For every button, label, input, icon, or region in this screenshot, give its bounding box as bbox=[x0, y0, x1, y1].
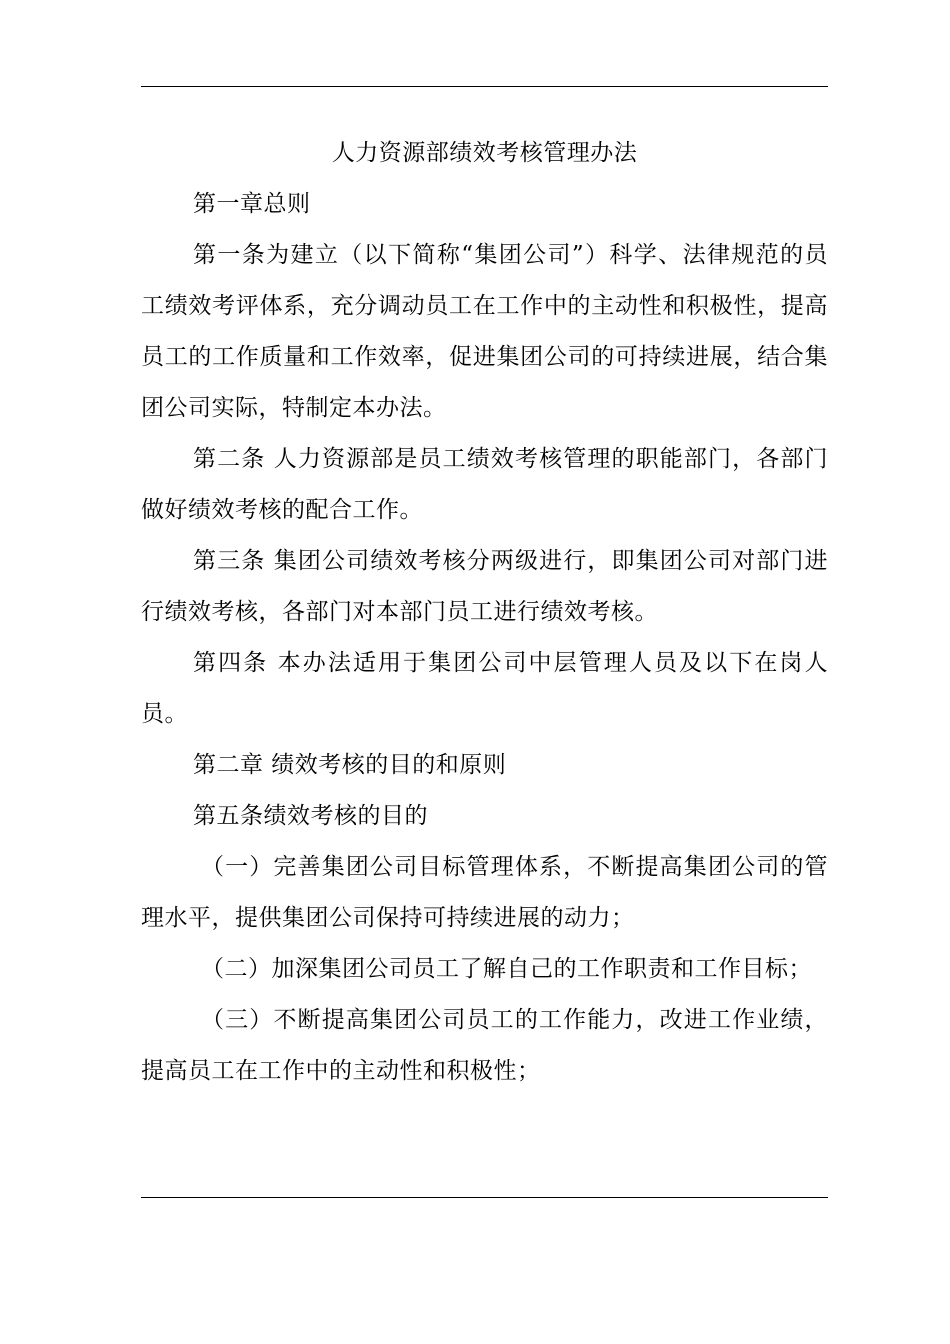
chapter-heading: 第一章总则 bbox=[193, 191, 311, 217]
article-paragraph: 第四条 本办法适用于集团公司中层管理人员及以下在岗人员。 bbox=[141, 650, 828, 727]
list-item: （三）不断提高集团公司员工的工作能力，改进工作业绩，提高员工在工作中的主动性和积极性； bbox=[141, 1007, 828, 1084]
chapter-heading: 第二章 绩效考核的目的和原则 bbox=[193, 752, 507, 778]
document-title: 人力资源部绩效考核管理办法 bbox=[331, 140, 638, 166]
article-paragraph: 第一条为建立（以下简称“集团公司”）科学、法律规范的员工绩效考评体系，充分调动员工在工作中的主动性和积极性，提高员工的工作质量和工作效率，促进集团公司的可持续进展，结合集团公司实际，特制定本办法。 bbox=[141, 242, 828, 421]
article-paragraph: 第五条绩效考核的目的 bbox=[193, 803, 428, 829]
article-paragraph: 第二条 人力资源部是员工绩效考核管理的职能部门，各部门做好绩效考核的配合工作。 bbox=[141, 446, 828, 523]
list-item: （一）完善集团公司目标管理体系，不断提高集团公司的管理水平，提供集团公司保持可持续进展的动力； bbox=[141, 854, 828, 931]
article-paragraph: 第三条 集团公司绩效考核分两级进行，即集团公司对部门进行绩效考核，各部门对本部门员工进行绩效考核。 bbox=[141, 548, 828, 625]
list-item: （二）加深集团公司员工了解自己的工作职责和工作目标； bbox=[201, 956, 812, 982]
document-body bbox=[141, 128, 828, 1097]
header-rule bbox=[141, 86, 828, 87]
footer-rule bbox=[141, 1197, 828, 1198]
